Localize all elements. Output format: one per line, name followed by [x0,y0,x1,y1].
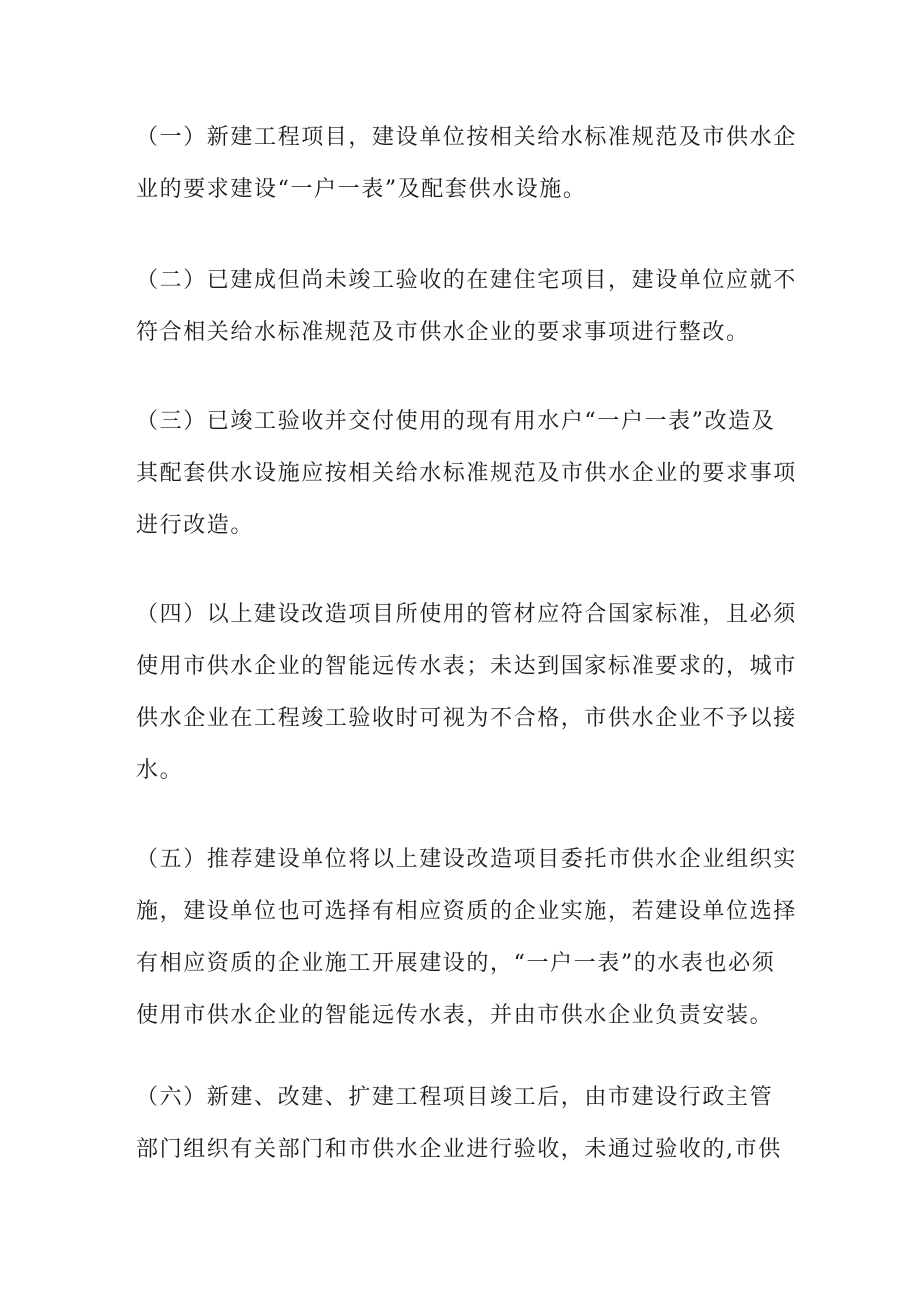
paragraph-line: 使用市供水企业的智能远传水表，并由市供水企业负责安装。 [136,1003,774,1028]
paragraph-line: （六）新建、改建、扩建工程项目竣工后，由市建设行政主管 [136,1085,774,1110]
paragraph-line: 使用市供水企业的智能远传水表；未达到国家标准要求的，城市 [136,654,797,679]
paragraph-line: （二）已建成但尚未竣工验收的在建住宅项目，建设单位应就不 [136,268,797,293]
paragraph-line: 供水企业在工程竣工验收时可视为不合格，市供水企业不予以接 [136,706,797,731]
paragraph-5 [136,834,797,1042]
paragraph-line: 水。 [136,758,184,783]
paragraph-line: 部门组织有关部门和市供水企业进行验收，未通过验收的,市供 [136,1137,782,1162]
paragraph-line: 业的要求建设“一户一表”及配套供水设施。 [136,177,587,202]
document-page [136,0,797,1301]
paragraph-line: （一）新建工程项目，建设单位按相关给水标准规范及市供水企 [136,125,797,150]
paragraph-1 [136,112,797,216]
paragraph-line: （三）已竣工验收并交付使用的现有用水户“一户一表”改造及 [136,409,776,434]
paragraph-6 [136,1072,786,1176]
paragraph-line: （四）以上建设改造项目所使用的管材应符合国家标准，且必须 [136,602,797,627]
paragraph-line: 进行改造。 [136,513,255,538]
paragraph-2 [136,255,797,359]
paragraph-4 [136,589,797,797]
paragraph-line: 施，建设单位也可选择有相应资质的企业实施，若建设单位选择 [136,899,797,924]
paragraph-line: （五）推荐建设单位将以上建设改造项目委托市供水企业组织实 [136,847,797,872]
paragraph-3 [136,396,797,552]
paragraph-line: 符合相关给水标准规范及市供水企业的要求事项进行整改。 [136,320,750,345]
paragraph-line: 有相应资质的企业施工开展建设的，“一户一表”的水表也必须 [136,951,776,976]
paragraph-line: 其配套供水设施应按相关给水标准规范及市供水企业的要求事项 [136,461,797,486]
